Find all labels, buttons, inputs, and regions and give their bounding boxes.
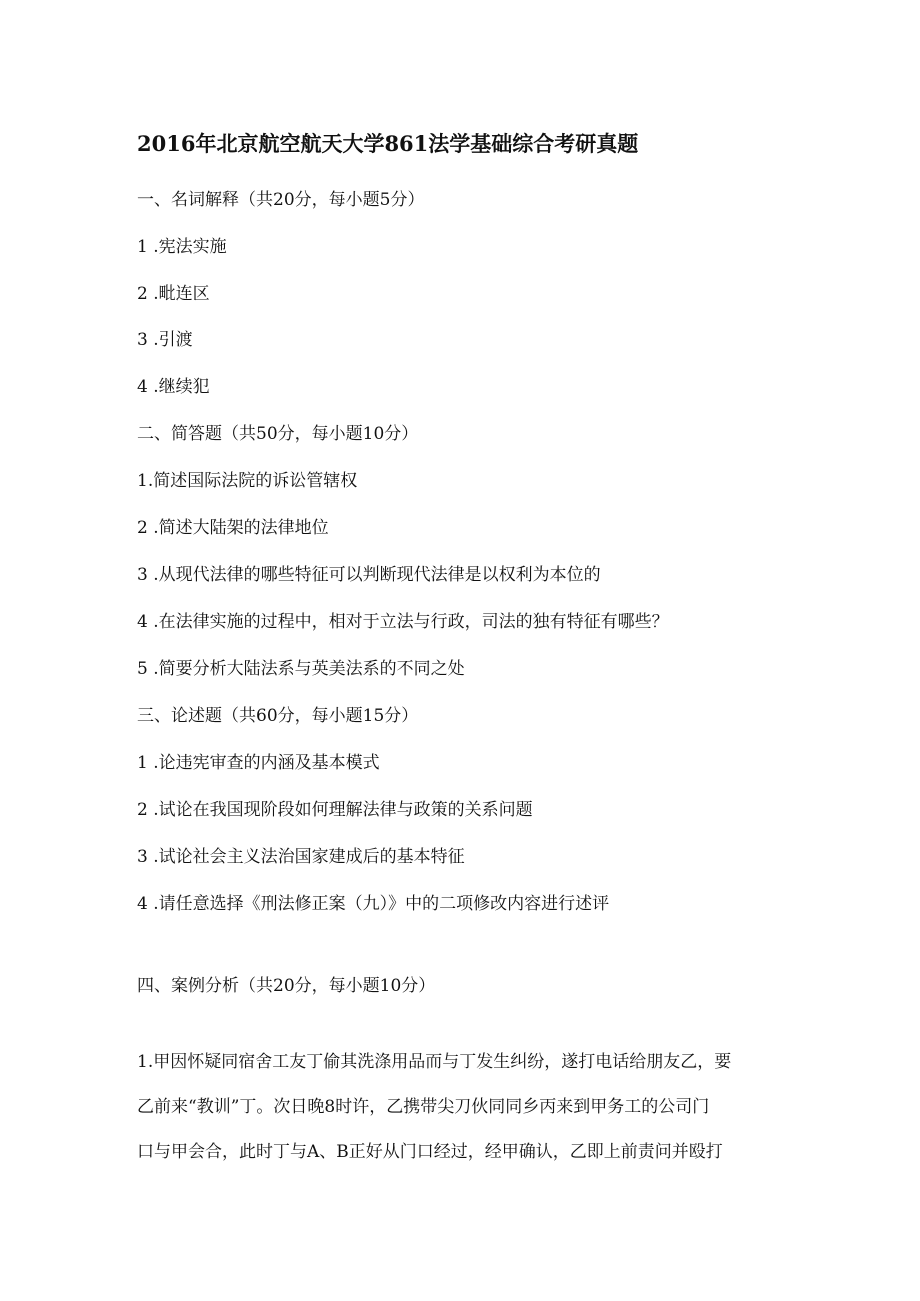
list-item: 3 .从现代法律的哪些特征可以判断现代法律是以权利为本位的: [137, 565, 601, 585]
section-heading-2: 二、简答题（共50分，每小题10分）: [137, 424, 419, 444]
list-item: 3 .试论社会主义法治国家建成后的基本特征: [137, 847, 465, 867]
section-heading-3: 三、论述题（共60分，每小题15分）: [137, 706, 419, 726]
page-title: 2016年北京航空航天大学861法学基础综合考研真题: [137, 131, 639, 156]
section-heading-4: 四、案例分析（共20分，每小题10分）: [137, 976, 436, 996]
list-item: 2 .试论在我国现阶段如何理解法律与政策的关系问题: [137, 800, 533, 820]
list-item: 4 .在法律实施的过程中，相对于立法与行政，司法的独有特征有哪些？: [137, 612, 669, 632]
list-item: 5 .简要分析大陆法系与英美法系的不同之处: [137, 659, 465, 679]
case-line: 1.甲因怀疑同宿舍工友丁偷其洗涤用品而与丁发生纠纷，遂打电话给朋友乙，要: [137, 1052, 732, 1072]
list-item: 2 .简述大陆架的法律地位: [137, 518, 329, 538]
case-paragraph: [137, 1040, 797, 1175]
case-line: 口与甲会合，此时丁与A、B正好从门口经过，经甲确认，乙即上前责问并殴打: [137, 1142, 723, 1162]
list-item: 1.简述国际法院的诉讼管辖权: [137, 471, 358, 491]
list-item: 3 .引渡: [137, 330, 193, 350]
case-line: 乙前来“教训”丁。次日晚8时许，乙携带尖刀伙同同乡丙来到甲务工的公司门: [137, 1097, 710, 1117]
list-item: 1 .宪法实施: [137, 237, 227, 257]
list-item: 2 .毗连区: [137, 284, 210, 304]
list-item: 1 .论违宪审查的内涵及基本模式: [137, 753, 380, 773]
list-item: 4 .继续犯: [137, 377, 210, 397]
section-heading-1: 一、名词解释（共20分，每小题5分）: [137, 190, 425, 210]
list-item: 4 .请任意选择《刑法修正案（九）》中的二项修改内容进行述评: [137, 894, 610, 914]
